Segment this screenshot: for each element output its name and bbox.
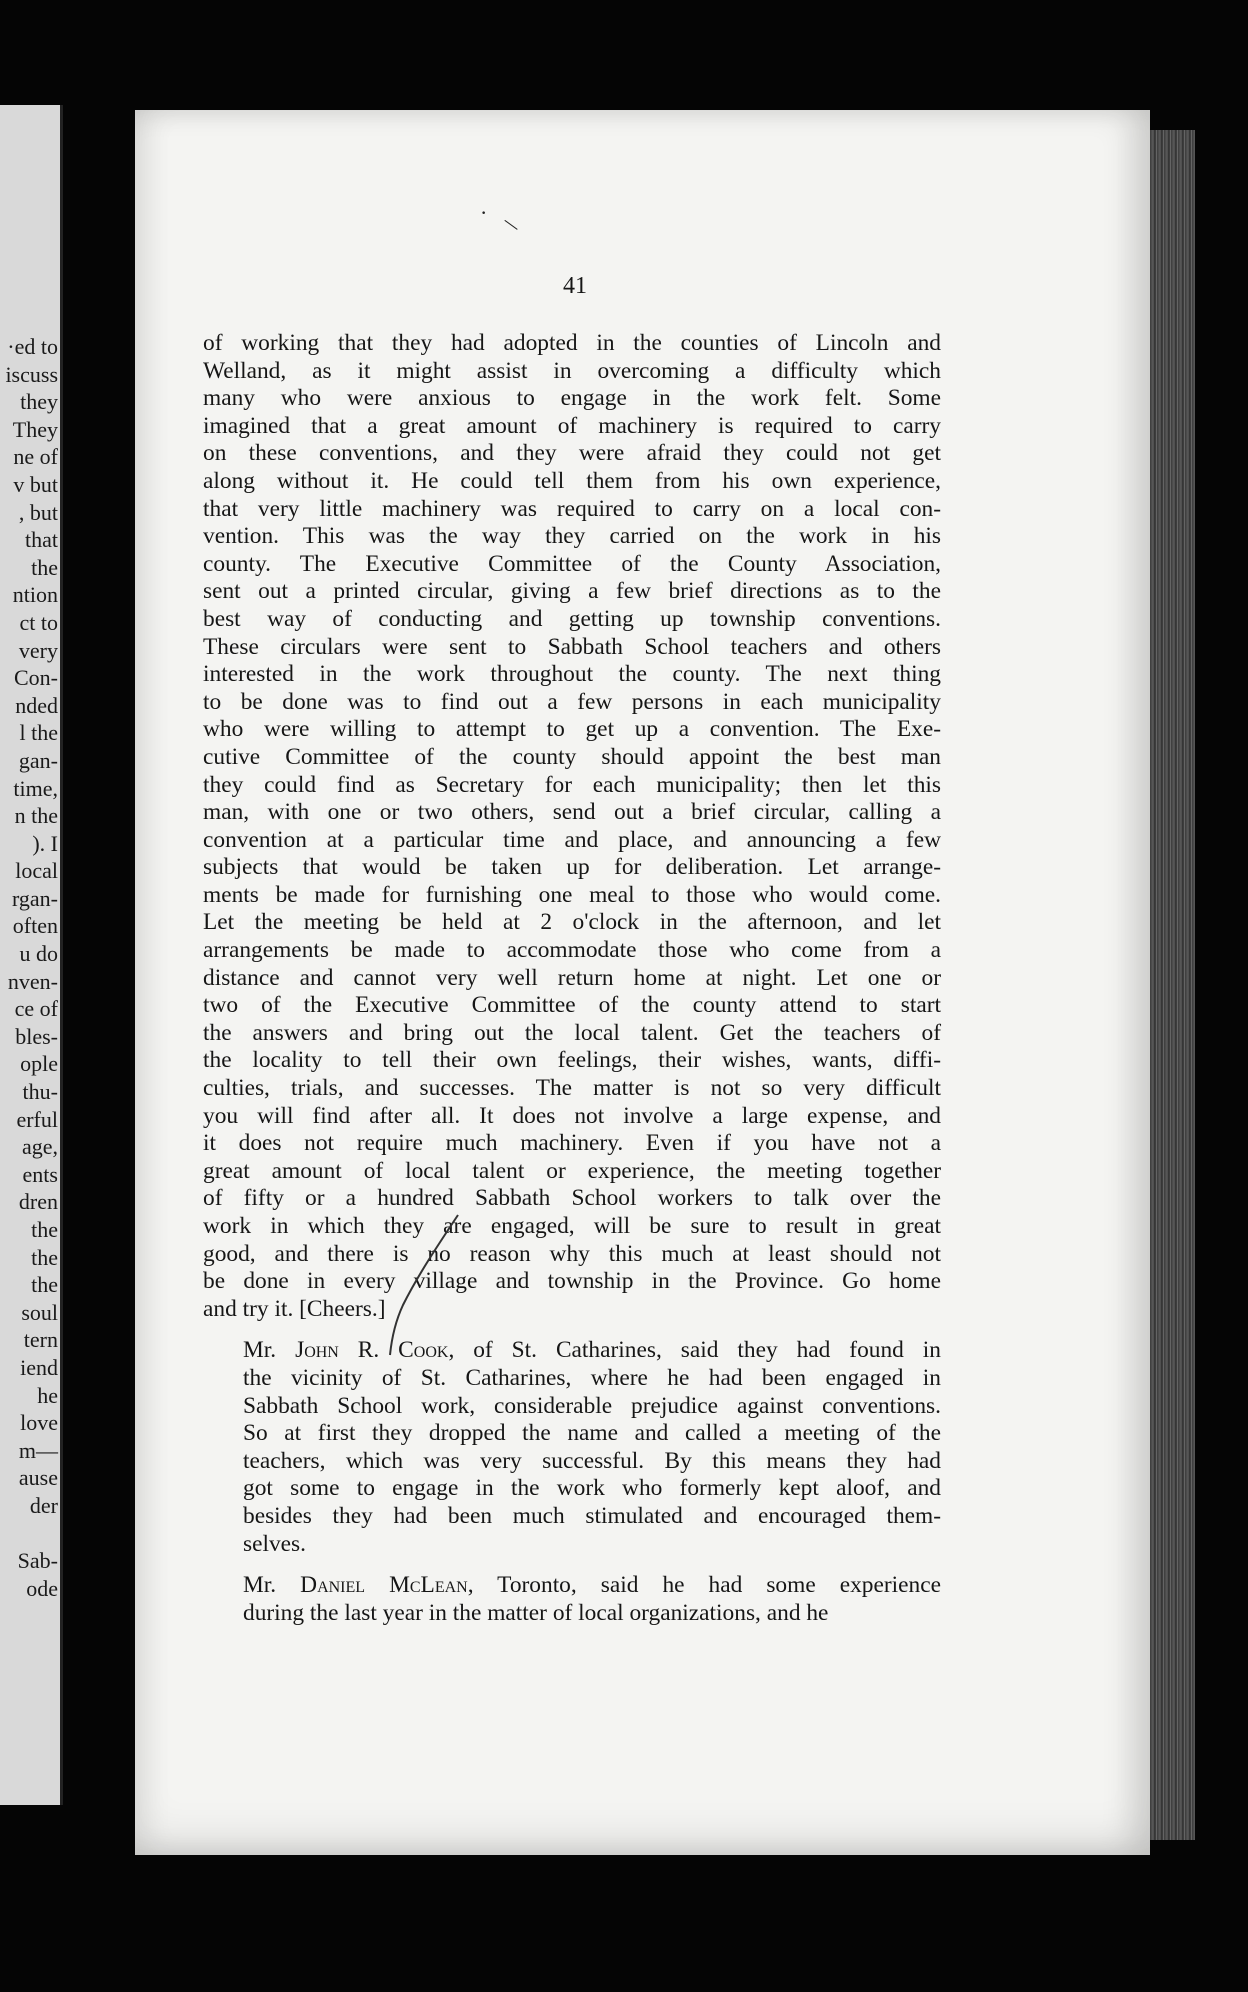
facing-page-line: m—: [18, 1437, 58, 1463]
text-line: be done in every village and township in the Province. Go home: [203, 1268, 941, 1295]
text-line: teachers, which was very successful. By this means they had: [243, 1447, 941, 1474]
paragraph: [203, 1572, 941, 1627]
facing-page-line: that: [25, 527, 58, 553]
facing-page-line: very: [18, 637, 58, 663]
text-line: man, with one or two others, send out a brief circular, calling a: [203, 799, 941, 826]
facing-page-line: the: [31, 1244, 58, 1270]
speaker-prefix: Mr.: [243, 1337, 296, 1364]
facing-page-line: often: [12, 913, 58, 939]
text-line: best way of conducting and getting up township conventions.: [203, 605, 941, 632]
speaker-name: Daniel McLean: [300, 1572, 468, 1599]
text-line: Welland, as it might assist in overcoming a difficulty which: [203, 357, 941, 384]
facing-page-line: thu-: [22, 1079, 58, 1105]
facing-page-line: he: [37, 1382, 58, 1408]
facing-page-line: ntion: [12, 582, 58, 608]
text-line: the vicinity of St. Catharines, where he had been engaged in: [243, 1364, 941, 1391]
speaker-name: John R. Cook: [295, 1337, 449, 1364]
body-text: [203, 330, 941, 1627]
text-line: during the last year in the matter of local organizations, and he: [243, 1599, 829, 1626]
text-line: These circulars were sent to Sabbath School teachers and others: [203, 633, 941, 660]
facing-page-line: Sab-: [17, 1548, 58, 1574]
facing-page-line: rgan-: [11, 885, 58, 911]
text-line: work in which they are engaged, will be sure to result in great: [203, 1213, 941, 1239]
text-line: distance and cannot very well return home at night. Let one or: [203, 964, 941, 991]
speaker-prefix: Mr.: [243, 1572, 301, 1599]
paragraph: [203, 330, 941, 1323]
text-line: imagined that a great amount of machinery is required to carry: [203, 412, 941, 439]
facing-page-line: der: [29, 1492, 58, 1518]
text-line: Sabbath School work, considerable prejudice against conventions.: [243, 1392, 941, 1419]
facing-page-line: they: [20, 389, 58, 415]
text-line: it does not require much machinery. Even if you have not a: [203, 1130, 941, 1157]
facing-page-line: ct to: [19, 609, 58, 635]
facing-page-line: [0, 1520, 58, 1548]
text-line: subjects that would be taken up for deliberation. Let arrange-: [203, 854, 941, 881]
facing-page-line: ce of: [14, 996, 58, 1022]
facing-page-line: iscuss: [5, 361, 58, 387]
facing-page-line: ople: [20, 1051, 58, 1077]
text-line: convention at a particular time and place, and announcing a few: [203, 826, 941, 853]
text-line: two of the Executive Committee of the county attend to start: [203, 992, 941, 1019]
facing-page-text: [0, 333, 58, 1602]
facing-page-line: ode: [26, 1575, 58, 1601]
facing-page-line: nded: [15, 692, 58, 718]
facing-page-line: Con-: [14, 665, 58, 691]
facing-page-line: the: [31, 554, 58, 580]
text-line: you will find after all. It does not involve a large expense, and: [203, 1102, 941, 1129]
facing-page-line: bles-: [15, 1023, 58, 1049]
facing-page-line: dren: [18, 1189, 58, 1215]
line-text: , Toronto, said he had some experience: [467, 1572, 941, 1599]
text-line: they could find as Secretary for each municipality; then let this: [203, 771, 941, 798]
facing-page-line: ·ed to: [7, 334, 58, 359]
facing-page-line: love: [20, 1410, 58, 1436]
facing-page-line: n the: [14, 803, 58, 829]
facing-page-line: ). I: [32, 830, 58, 856]
text-line: of working that they had adopted in the counties of Lincoln and: [203, 330, 941, 356]
facing-page-line: the: [31, 1217, 58, 1242]
pencil-annotation-mark: [378, 1205, 468, 1365]
facing-page-line: local: [15, 858, 58, 884]
text-line: along without it. He could tell them from his own experience,: [203, 467, 941, 494]
text-line: arrangements be made to accommodate those who come from a: [203, 937, 941, 964]
text-line: got some to engage in the work who formerly kept aloof, and: [243, 1475, 941, 1502]
text-line: the answers and bring out the local talent. Get the teachers of: [203, 1019, 941, 1046]
text-line: besides they had been much stimulated and encouraged them-: [243, 1502, 941, 1529]
facing-page-fragment: [0, 105, 63, 1805]
text-line: ments be made for furnishing one meal to those who would come.: [203, 881, 941, 908]
text-line: So at first they dropped the name and called a meeting of the: [243, 1420, 941, 1447]
paragraph: [203, 1337, 941, 1558]
facing-page-line: u do: [19, 941, 58, 967]
text-line: vention. This was the way they carried on the work in his: [203, 523, 941, 550]
text-line: county. The Executive Committee of the County Association,: [203, 550, 941, 577]
text-line: Let the meeting be held at 2 o'clock in the afternoon, and let: [203, 909, 941, 936]
text-line: and try it. [Cheers.]: [203, 1295, 386, 1322]
facing-page-line: ne of: [13, 444, 58, 470]
text-line: many who were anxious to engage in the work felt. Some: [203, 385, 941, 412]
facing-page-line: erful: [16, 1106, 58, 1132]
facing-page-line: v but: [13, 471, 58, 497]
text-line: cutive Committee of the county should appoint the best man: [203, 743, 941, 770]
text-line: culties, trials, and successes. The matter is not so very difficult: [203, 1075, 941, 1102]
facing-page-line: age,: [21, 1134, 58, 1160]
text-line: good, and there is no reason why this much at least should not: [203, 1240, 941, 1267]
ink-speck: ·: [480, 200, 488, 225]
facing-page-line: nven-: [7, 968, 58, 994]
facing-page-line: the: [31, 1272, 58, 1298]
text-line: of fifty or a hundred Sabbath School workers to talk over the: [203, 1185, 941, 1212]
facing-page-line: They: [12, 416, 58, 442]
text-line: to be done was to find out a few persons in each municipality: [203, 688, 941, 715]
text-line: selves.: [243, 1530, 307, 1557]
paragraph-first-line: [203, 1337, 941, 1365]
facing-page-line: ause: [18, 1465, 58, 1491]
paragraph-first-line: [203, 1572, 941, 1600]
text-line: interested in the work throughout the county. The next thing: [203, 661, 941, 688]
text-line: on these conventions, and they were afraid they could not get: [203, 440, 941, 467]
facing-page-line: tern: [23, 1327, 58, 1353]
text-line: who were willing to attempt to get up a convention. The Exe-: [203, 716, 941, 743]
page-edges: [1150, 130, 1195, 1840]
text-line: that very little machinery was required to carry on a local con-: [203, 495, 941, 522]
text-line: great amount of local talent or experience, the meeting together: [203, 1157, 941, 1184]
facing-page-line: time,: [13, 775, 58, 801]
facing-page-line: iend: [20, 1354, 58, 1380]
facing-page-line: gan-: [18, 747, 58, 773]
page-number: 41: [563, 273, 587, 299]
text-line: sent out a printed circular, giving a few brief directions as to the: [203, 578, 941, 605]
facing-page-line: soul: [21, 1299, 58, 1325]
facing-page-line: ents: [22, 1161, 58, 1187]
ink-speck: \: [501, 212, 521, 237]
line-text: , of St. Catharines, said they had found in: [448, 1337, 941, 1364]
facing-page-line: , but: [18, 499, 58, 525]
facing-page-line: l the: [19, 720, 58, 746]
text-line: the locality to tell their own feelings, their wishes, wants, diffi-: [203, 1047, 941, 1074]
